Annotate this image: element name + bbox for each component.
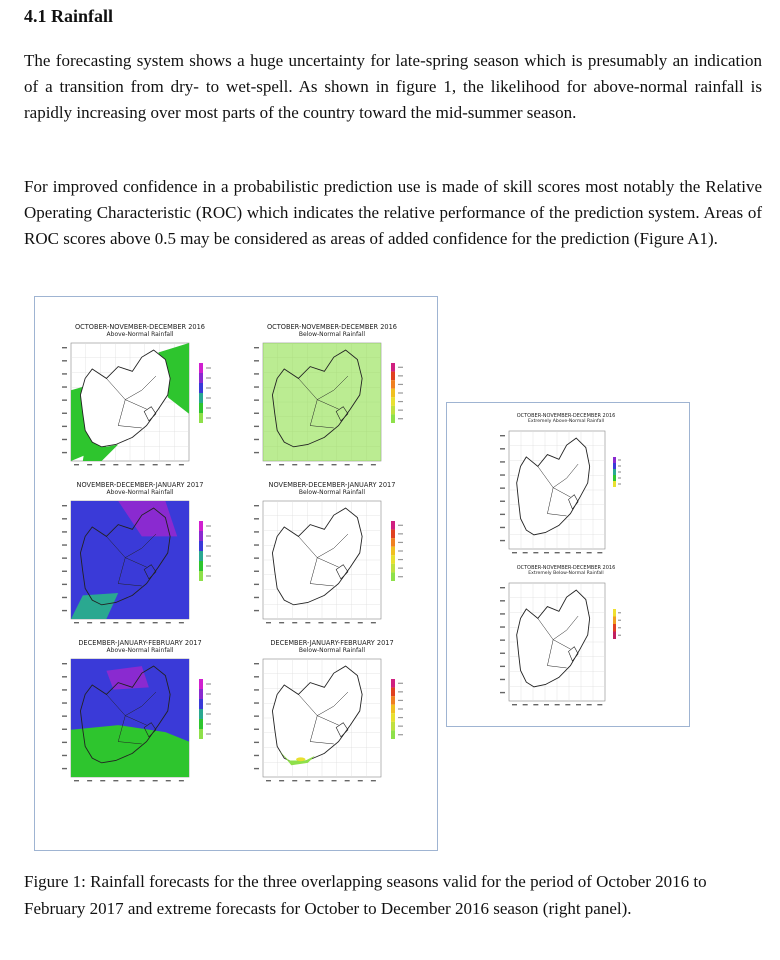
color-scale-label [398,717,403,718]
lon-tick-label [292,464,297,465]
lat-tick-label [500,448,505,449]
lon-tick-label [544,704,549,705]
color-scale-label [398,683,403,684]
lon-tick-label [166,780,171,781]
lon-tick-label [100,464,105,465]
lat-tick-label [254,360,259,361]
lon-tick-label [371,464,376,465]
color-scale-label [398,691,403,692]
lat-tick-label [254,452,259,453]
color-scale-swatch [391,705,395,714]
lat-tick-label [254,386,259,387]
lat-tick-label [254,373,259,374]
lon-tick-label [345,622,350,623]
lat-tick-label [254,663,259,664]
color-scale-swatch [199,689,203,699]
map-area [62,659,189,781]
country-group [71,501,189,619]
lon-tick-label [332,464,337,465]
main-figure [34,296,438,851]
lon-tick-label [140,780,145,781]
lon-tick-label [305,622,310,623]
lon-tick-label [153,622,158,623]
color-scale-label [398,384,403,385]
lon-tick-label [126,464,131,465]
paragraph-2: For improved confidence in a probabilistic prediction use is made of skill scores most notably the Relative Operating Characteristic (ROC) which indicates the relative performance of the prediction system. Areas of ROC scores above 0.5 may be considered as areas of added confidence for the prediction (Figure A1). [24,177,762,248]
lon-tick-label [345,780,350,781]
color-scale-swatch [391,389,395,398]
lon-tick-label [140,464,145,465]
map-panel-0 [55,323,225,473]
map-area [254,501,381,623]
lon-tick-label [113,780,118,781]
lon-tick-label [565,704,570,705]
color-scale-swatch [391,688,395,697]
color-scale-label [398,367,403,368]
map-panel-2 [55,481,225,631]
lat-tick-label [254,544,259,545]
lon-tick-label [140,622,145,623]
panel-category: Above-Normal Rainfall [106,647,174,654]
lat-tick-label [254,715,259,716]
color-scale-swatch [199,531,203,541]
lon-tick-label [166,622,171,623]
lat-tick-label [254,399,259,400]
lat-tick-label [62,531,67,532]
lon-tick-label [345,464,350,465]
lat-tick-label [62,373,67,374]
color-scale-swatch [391,555,395,564]
lat-tick-label [500,514,505,515]
panel-category: Below-Normal Rainfall [298,331,366,338]
color-scale-swatch [613,481,616,487]
color-scale-swatch [391,372,395,381]
lat-tick-label [254,531,259,532]
extreme-panel-1 [491,565,641,713]
lat-tick-label [500,679,505,680]
section-heading: 4.1 Rainfall [24,6,114,26]
lat-tick-label [254,557,259,558]
color-scale-swatch [391,713,395,722]
panel-season: NOVEMBER-DECEMBER-JANUARY 2017 [268,481,396,489]
lon-tick-label [555,704,560,705]
color-scale-swatch [391,572,395,581]
color-scale-label [398,568,403,569]
color-scale-label [398,576,403,577]
color-scale-swatch [391,730,395,739]
lon-tick-label [279,464,284,465]
lon-tick-label [512,704,517,705]
lat-tick-label [500,613,505,614]
color-scale-swatch [613,632,616,640]
color-scale-swatch [199,551,203,561]
lat-tick-label [254,768,259,769]
color-scale-label [618,483,621,484]
color-scale-label [206,525,211,526]
lon-tick-label [100,622,105,623]
lon-tick-label [153,464,158,465]
lat-tick-label [62,610,67,611]
map-area [254,343,381,465]
lat-tick-label [500,474,505,475]
lat-tick-label [254,702,259,703]
color-scale-label [206,713,211,714]
panel-season: OCTOBER-NOVEMBER-DECEMBER 2016 [516,565,616,571]
lat-tick-label [254,689,259,690]
color-scale-label [618,465,621,466]
panel-season: OCTOBER-NOVEMBER-DECEMBER 2016 [266,323,397,331]
color-scale-swatch [391,722,395,731]
color-scale-swatch [199,541,203,551]
color-scale-swatch [391,538,395,547]
color-scale-swatch [391,363,395,372]
lat-tick-label [62,702,67,703]
lat-tick-label [62,386,67,387]
lat-tick-label [254,505,259,506]
color-scale-label [206,733,211,734]
color-scale-label [398,533,403,534]
lat-tick-label [62,452,67,453]
lon-tick-label [266,780,271,781]
rainfall-map [55,339,225,479]
color-scale-label [618,627,621,628]
lat-tick-label [62,439,67,440]
panel-category: Extremely Below-Normal Rainfall [528,571,604,576]
lat-tick-label [254,742,259,743]
lat-tick-label [62,715,67,716]
country-group [71,659,189,777]
lat-tick-label [254,518,259,519]
lon-tick-label [87,622,92,623]
color-scale-label [398,559,403,560]
lat-tick-label [500,487,505,488]
lat-tick-label [62,360,67,361]
lon-tick-label [292,622,297,623]
map-area [500,431,605,553]
below-normal-area [296,757,305,761]
lat-tick-label [62,755,67,756]
color-scale-label [398,401,403,402]
lon-tick-label [305,780,310,781]
lon-tick-label [512,552,517,553]
color-scale-swatch [391,530,395,539]
color-scale-label [206,535,211,536]
panel-category: Above-Normal Rainfall [106,331,174,338]
lat-tick-label [254,676,259,677]
lat-tick-label [62,597,67,598]
panel-season: OCTOBER-NOVEMBER-DECEMBER 2016 [74,323,205,331]
map-area [500,583,605,705]
rainfall-map [247,339,417,479]
lon-tick-label [126,622,131,623]
lon-tick-label [587,704,592,705]
lon-tick-label [100,780,105,781]
lat-tick-label [254,571,259,572]
color-scale-label [398,734,403,735]
color-scale-label [398,700,403,701]
lat-tick-label [254,413,259,414]
lon-tick-label [358,622,363,623]
lon-tick-label [74,464,79,465]
color-scale-label [206,693,211,694]
lon-tick-label [371,622,376,623]
color-scale-swatch [391,414,395,423]
lat-tick-label [62,413,67,414]
rainfall-map [55,497,225,637]
lat-tick-label [500,666,505,667]
lon-tick-label [332,622,337,623]
lon-tick-label [279,622,284,623]
lon-tick-label [523,552,528,553]
rainfall-map [55,655,225,795]
panel-season: OCTOBER-NOVEMBER-DECEMBER 2016 [516,413,616,419]
color-scale-label [206,565,211,566]
figure-caption: Figure 1: Rainfall forecasts for the three overlapping seasons valid for the period of October 2016 to February 2017 and extreme forecasts for October to December 2016 season (right panel). [24,872,707,918]
lon-tick-label [533,552,538,553]
color-scale-swatch [391,397,395,406]
color-scale-label [398,375,403,376]
color-scale-label [618,471,621,472]
lon-tick-label [576,704,581,705]
color-scale-label [398,550,403,551]
color-scale-swatch [391,406,395,415]
lon-tick-label [358,780,363,781]
lon-tick-label [576,552,581,553]
country-group [263,343,381,461]
panel-category: Below-Normal Rainfall [298,489,366,496]
color-scale-swatch [613,624,616,632]
lon-tick-label [597,704,602,705]
map-area [254,659,381,781]
color-scale-swatch [391,547,395,556]
rainfall-map [247,655,417,795]
rainfall-map [247,497,417,637]
lon-tick-label [74,780,79,781]
color-scale-label [206,397,211,398]
lon-tick-label [318,780,323,781]
lat-tick-label [62,584,67,585]
color-scale-swatch [199,719,203,729]
extreme-figure [446,402,690,727]
lat-tick-label [500,527,505,528]
lon-tick-label [292,780,297,781]
lon-tick-label [113,622,118,623]
color-scale-swatch [199,403,203,413]
lat-tick-label [62,518,67,519]
color-scale-swatch [199,679,203,689]
lon-tick-label [318,622,323,623]
lon-tick-label [87,464,92,465]
color-scale-label [206,367,211,368]
color-scale-swatch [199,363,203,373]
lat-tick-label [500,600,505,601]
lat-tick-label [62,663,67,664]
color-scale-swatch [199,729,203,739]
color-scale-swatch [391,521,395,530]
panel-category: Above-Normal Rainfall [106,489,174,496]
color-scale-label [206,575,211,576]
lat-tick-label [62,676,67,677]
lon-tick-label [266,622,271,623]
lon-tick-label [523,704,528,705]
lat-tick-label [500,653,505,654]
lat-tick-label [62,742,67,743]
lon-tick-label [266,464,271,465]
color-scale-label [398,525,403,526]
lon-tick-label [179,780,184,781]
panel-season: NOVEMBER-DECEMBER-JANUARY 2017 [76,481,204,489]
lon-tick-label [332,780,337,781]
lat-tick-label [500,540,505,541]
lon-tick-label [371,780,376,781]
map-panel-1 [247,323,417,473]
lat-tick-label [254,755,259,756]
lat-tick-label [62,571,67,572]
lon-tick-label [87,780,92,781]
color-scale-label [206,377,211,378]
color-scale-label [206,703,211,704]
lon-tick-label [358,464,363,465]
lat-tick-label [62,544,67,545]
lat-tick-label [62,347,67,348]
lat-tick-label [62,426,67,427]
panel-season: DECEMBER-JANUARY-FEBRUARY 2017 [270,639,394,647]
color-scale-swatch [199,521,203,531]
color-scale-label [398,418,403,419]
map-panel-4 [55,639,225,789]
color-scale-swatch [613,469,616,475]
lat-tick-label [62,729,67,730]
color-scale-label [206,683,211,684]
lon-tick-label [166,464,171,465]
lat-tick-label [62,399,67,400]
panel-season: DECEMBER-JANUARY-FEBRUARY 2017 [78,639,202,647]
lat-tick-label [254,347,259,348]
lat-tick-label [254,584,259,585]
lon-tick-label [179,622,184,623]
panel-category: Extremely Above-Normal Rainfall [527,419,605,424]
lat-tick-label [62,768,67,769]
color-scale-swatch [613,475,616,481]
lat-tick-label [254,439,259,440]
lat-tick-label [500,639,505,640]
lat-tick-label [62,557,67,558]
color-scale-label [206,723,211,724]
color-scale-label [398,392,403,393]
color-scale-swatch [199,393,203,403]
extreme-map [491,427,641,561]
color-scale-label [206,545,211,546]
map-panel-5 [247,639,417,789]
color-scale-swatch [199,413,203,423]
lat-tick-label [254,610,259,611]
lat-tick-label [62,505,67,506]
color-scale-label [618,477,621,478]
lon-tick-label [126,780,131,781]
lat-tick-label [500,626,505,627]
color-scale-swatch [199,709,203,719]
color-scale-swatch [391,679,395,688]
lat-tick-label [254,597,259,598]
extreme-map [491,579,641,713]
color-scale-swatch [199,699,203,709]
lon-tick-label [555,552,560,553]
map-area [62,501,189,623]
color-scale-label [206,417,211,418]
map-area [62,343,189,465]
lon-tick-label [179,464,184,465]
lon-tick-label [533,704,538,705]
lat-tick-label [500,501,505,502]
color-scale-label [618,620,621,621]
color-scale-swatch [391,380,395,389]
lon-tick-label [74,622,79,623]
color-scale-label [618,635,621,636]
extreme-panel-0 [491,413,641,561]
lat-tick-label [500,461,505,462]
color-scale-label [398,726,403,727]
color-scale-swatch [199,373,203,383]
color-scale-swatch [613,609,616,617]
color-scale-label [206,555,211,556]
lon-tick-label [305,464,310,465]
color-scale-swatch [613,457,616,463]
lat-tick-label [500,587,505,588]
color-scale-swatch [613,617,616,625]
lon-tick-label [279,780,284,781]
color-scale-label [618,459,621,460]
color-scale-swatch [199,571,203,581]
lon-tick-label [565,552,570,553]
color-scale-label [206,407,211,408]
lat-tick-label [500,435,505,436]
lon-tick-label [544,552,549,553]
color-scale-swatch [391,696,395,705]
color-scale-label [398,410,403,411]
lat-tick-label [254,729,259,730]
paragraph-1: The forecasting system shows a huge uncertainty for late-spring season which is presumably an indication of a transition from dry- to wet-spell. As shown in figure 1, the likelihood for above-normal rainfall is rapidly increasing over most parts of the country toward the mid-summer season. [24,51,762,122]
lat-tick-label [254,426,259,427]
color-scale-label [398,542,403,543]
lat-tick-label [500,692,505,693]
map-panel-3 [247,481,417,631]
lon-tick-label [597,552,602,553]
color-scale-label [206,387,211,388]
color-scale-swatch [199,383,203,393]
color-scale-swatch [613,463,616,469]
lon-tick-label [113,464,118,465]
color-scale-swatch [199,561,203,571]
panel-category: Below-Normal Rainfall [298,647,366,654]
color-scale-label [398,708,403,709]
lon-tick-label [153,780,158,781]
color-scale-swatch [391,564,395,573]
lat-tick-label [62,689,67,690]
lon-tick-label [318,464,323,465]
color-scale-label [618,612,621,613]
lon-tick-label [587,552,592,553]
